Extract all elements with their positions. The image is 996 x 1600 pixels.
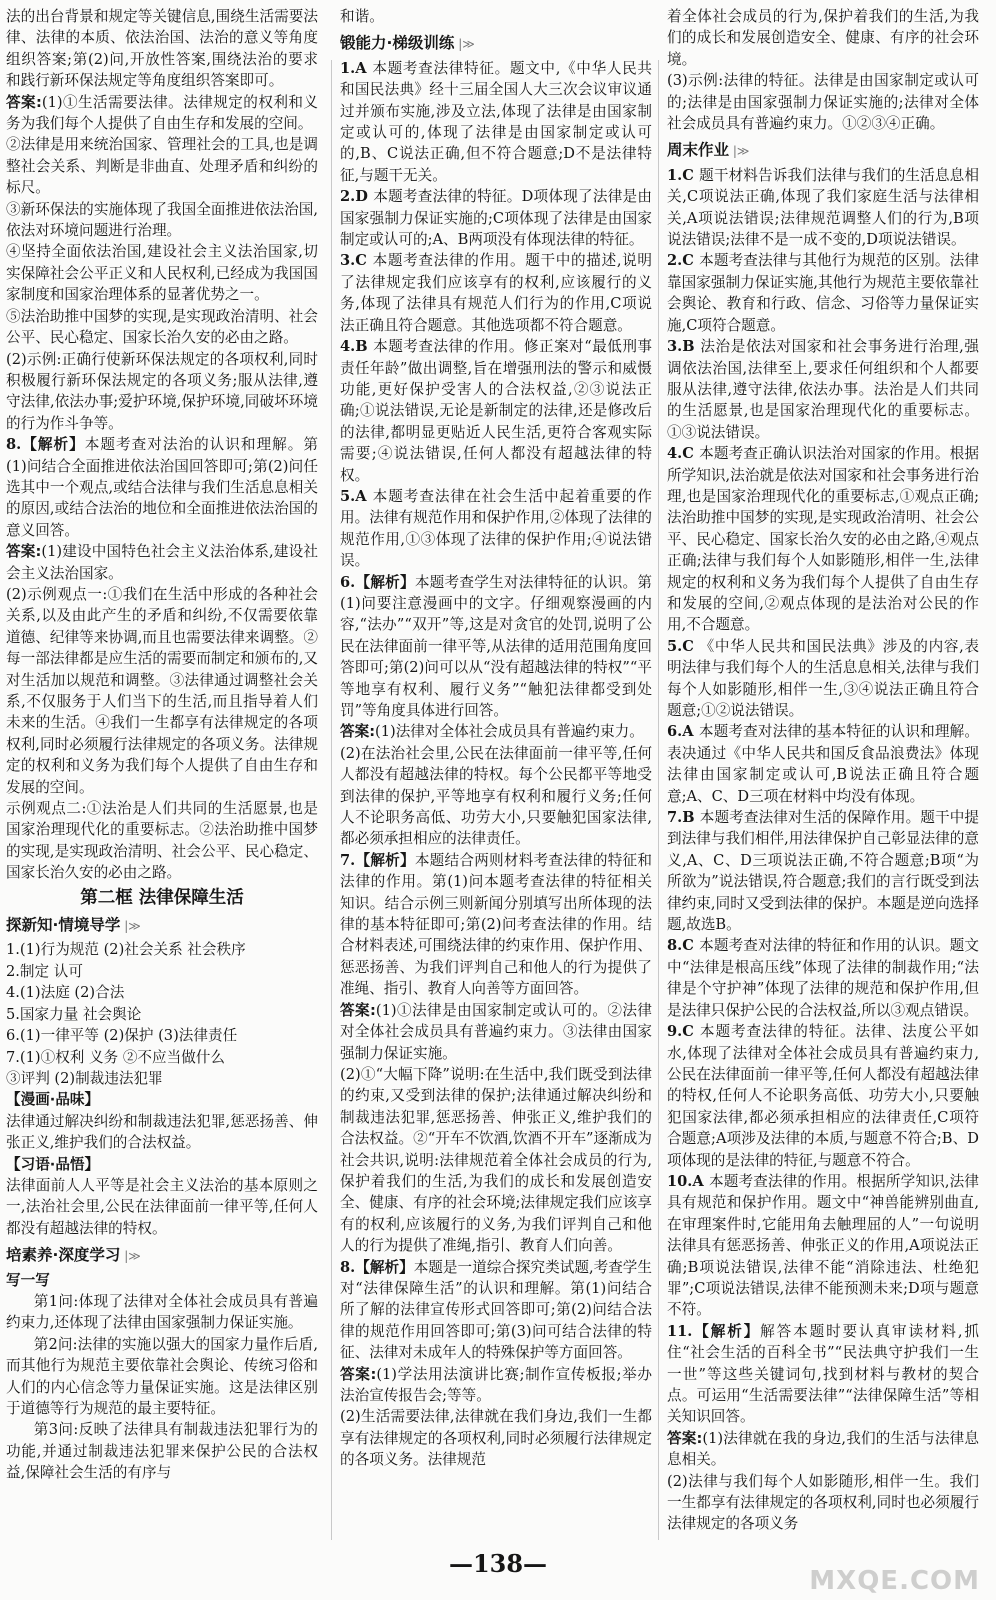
question-number: 3. <box>340 252 356 270</box>
question-number: 4. <box>340 338 356 356</box>
answer-label: 【习语·品悟】 <box>6 1155 100 1173</box>
answer-text: (1)法律对全体社会成员具有普遍约束力。 <box>375 723 644 741</box>
answer-paragraph <box>6 241 318 305</box>
answer-paragraph <box>340 58 652 186</box>
answer-paragraph <box>340 1364 652 1407</box>
question-number: 7. <box>340 851 356 869</box>
answer-text: ⑤法治助推中国梦的实现,是实现政治清明、社会公平、民心稳定、国家长治久安的必由之路。 <box>6 307 318 347</box>
answer-paragraph <box>667 250 979 336</box>
question-number: 6. <box>667 723 683 741</box>
answer-paragraph <box>667 336 979 443</box>
answer-paragraph <box>667 6 979 70</box>
answer-text: 第2问:法律的实施以强大的国家力量作后盾,而其他行为规范主要依靠社会舆论、传统习俗和人们的内心信念等力量保证实施。这是法律区别于道德等行为规范的最主要特征。 <box>6 1335 318 1417</box>
answer-label: 【解析】 <box>692 1322 761 1340</box>
answer-text: 着全体社会成员的行为,保护着我们的生活,为我们的成长和发展创造安全、健康、有序的社会环境。 <box>667 8 979 68</box>
answer-text: 本题考查对法律的基本特征的认识和理解。表决通过《中华人民共和国反食品浪费法》体现法律由国家制定或认可,B说法正确且符合题意;A、C、D三项在材料中均没有体现。 <box>667 723 979 805</box>
answer-text: (2)①“大幅下降”说明:在生活中,我们既受到法律的约束,又受到法律的保护;法律通过解决纠纷和制裁违法犯罪,惩恶扬善、伸张正义,维护我们的合法权益。②“开车不饮酒,饮酒不开车”逐渐成为社会共识,说明:法律规范着全体社会成员的行为,保护着我们的生活,为我们的成长和发展创造安全、健康、有序的社会环境;法律规定我们应该享有的权利,应该履行的义务,为我们评判自己和他人的行为提供了准绳,指引、教育人们向善。 <box>340 1065 652 1255</box>
answer-text: 本题考查法律对生活的保障作用。题干中提到法律与我们相伴,用法律保护自己彰显法律的意义,A、C、D三项说法正确,不符合题意;B项“为所欲为”说法错误,符合题意;我们的言行既受到法律约束,同时又受到法律的保护。本题是逆向选择题,故选B。 <box>667 809 979 934</box>
answer-choice: B <box>682 338 701 356</box>
answer-paragraph <box>667 721 979 807</box>
answer-text: 本题是一道综合探究类试题,考查学生对“法律保障生活”的认识和理解。第(1)问结合所了解的法律宣传形式回答即可;第(2)问结合法律的规范作用回答即可;第(3)问可结合法律的特征、法律对未成年人的特殊保护等方面回答。 <box>340 1258 652 1362</box>
answer-label: 答案: <box>340 1001 376 1019</box>
answer-text: 7.(1)①权利 义务 ②不应当做什么 <box>6 1048 225 1066</box>
answer-text: 法律面前人人平等是社会主义法治的基本原则之一,法治社会里,公民在法律面前一律平等,任何人都没有超越法律的特权。 <box>6 1176 318 1237</box>
answer-text: 法律通过解决纠纷和制裁违法犯罪,惩恶扬善、伸张正义,维护我们的合法权益。 <box>6 1112 318 1152</box>
question-number: 8. <box>340 1258 356 1276</box>
answer-label: 答案: <box>340 723 376 741</box>
answer-paragraph <box>667 1428 979 1471</box>
answer-label: 答案: <box>340 1365 377 1383</box>
answer-choice: C <box>682 637 700 655</box>
answer-paragraph <box>6 92 318 135</box>
answer-text: 本题考查法律的作用。修正案对“最低刑事责任年龄”做出调整,旨在增强刑法的警示和威慑功能,更好保护受害人的合法权益,②③说法正确;①说法错误,无论是新制定的法律,还是修改后的法律,都明显更贴近人民生活,更符合客观实际需要;④说法错误,任何人都没有超越法律的特权。 <box>340 338 652 484</box>
answer-text: (3)示例:法律的特征。法律是由国家制定或认可的;法律是由国家强制力保证实施的;法律对全体社会成员具有普遍约束力。①②③④正确。 <box>667 72 979 133</box>
answer-paragraph <box>667 1471 979 1535</box>
question-number: 7. <box>667 809 683 827</box>
answer-text: 法治是依法对国家和社会事务进行治理,强调依法治国,法律至上,要求任何组织和个人都要服从法律,遵守法律,依法办事。法治是人们共同的生活愿景,也是国家治理现代化的重要标志。①③说法错误。 <box>667 338 980 441</box>
answer-paragraph <box>340 850 652 1000</box>
answer-paragraph <box>340 721 652 742</box>
answer-text: 本题考查法律的作用。根据所学知识,法律具有规范和保护作用。题文中“神兽能辨别曲直,在审理案件时,它能用角去触理屈的人”一句说明法律具有惩恶扬善、伸张正义的作用,A项说法正确;B项说法错误,法律不能“消除违法、杜绝犯罪”;C项说法错误,法律不能预测未来;D项与题意不符。 <box>667 1172 980 1319</box>
answer-text: 本题考查法律的特征。法律、法度公平如水,体现了法律对全体社会成员具有普遍约束力,公民在法律面前一律平等,任何人都没有超越法律的特权,任何人不论职务高低、功劳大小,只要触犯国家法律,都必须承担相应的法律责任,C项符合题意;A项涉及法律的本质,与题意不符合;B、D项体现的是法律的特征,与题意不符合。 <box>667 1023 979 1169</box>
answer-paragraph <box>667 70 979 134</box>
answer-choice: A <box>692 1172 709 1190</box>
answer-paragraph <box>6 434 318 541</box>
answer-paragraph <box>340 486 652 572</box>
answer-choice: C <box>682 252 700 270</box>
answer-choice: C <box>355 252 373 270</box>
answer-paragraph <box>6 1419 318 1483</box>
chevron-right-icon: |≫ <box>120 919 141 934</box>
answer-choice: C <box>682 166 700 184</box>
answer-label: 【解析】 <box>355 573 415 591</box>
answer-paragraph <box>667 1171 979 1321</box>
answer-text: 本题考查法律的作用。题干中的描述,说明了法律规定我们应该享有的权利,应该履行的义务,体现了法律具有规范人们行为的作用,C项说法正确且符合题意。其他选项都不符合题意。 <box>340 252 653 334</box>
question-number: 8. <box>667 937 683 955</box>
answer-choice: A <box>682 723 699 741</box>
question-number: 4. <box>667 445 683 463</box>
question-number: 3. <box>667 338 683 356</box>
answer-text: 第1问:体现了法律对全体社会成员具有普遍约束力,还体现了法律由国家强制力保证实施。 <box>6 1292 318 1332</box>
watermark-logo: MXQE.COM <box>809 1566 980 1596</box>
question-number: 6. <box>340 573 356 591</box>
question-number: 9. <box>667 1023 683 1041</box>
chevron-right-icon: |≫ <box>120 1249 141 1264</box>
answer-text: 本题考查对法律的特征和作用的认识。题文中“法律是根高压线”体现了法律的制裁作用;“法律是个守护神”体现了法律的规范和保护作用,但是法律只保护公民的合法权益,所以③观点错误。 <box>667 937 979 1019</box>
answer-paragraph <box>6 1154 318 1175</box>
answer-label: 【解析】 <box>21 436 85 454</box>
page-number: —138— <box>448 1549 548 1578</box>
answer-paragraph <box>6 541 318 584</box>
answer-text: 题干材料告诉我们法律与我们的生活息息相关,C项说法正确,体现了我们家庭生活与法律相关,A项说法错误;法律规范调整人们的行为,B项说法错误;法律不是一成不变的,D项说法错误。 <box>667 166 979 249</box>
answer-paragraph <box>667 636 979 722</box>
question-number: 5. <box>340 487 356 505</box>
answer-paragraph <box>340 250 652 336</box>
answer-paragraph <box>6 1334 318 1420</box>
answer-text: (2)在法治社会里,公民在法律面前一律平等,任何人都没有超越法律的特权。每个公民都平等地受到法律的保护,平等地享有权利和履行义务;任何人不论职务高低、功劳大小,只要触犯国家法律,都必须承担相应的法律责任。 <box>340 744 652 848</box>
answer-text: 本题考查法律的特征。D项体现了法律是由国家强制力保证实施的;C项体现了法律是由国家制定或认可的;A、B两项没有体现法律的特征。 <box>340 188 652 249</box>
question-number: 2. <box>667 252 683 270</box>
section-heading <box>6 915 318 937</box>
answer-text: 1.(1)行为规范 (2)社会关系 社会秩序 <box>6 941 246 959</box>
answer-text: 2.制定 认可 <box>6 962 83 980</box>
answer-paragraph <box>6 1047 318 1068</box>
answer-paragraph <box>340 186 652 250</box>
answer-text: 本题考查法律与其他行为规范的区别。法律靠国家强制力保证实施,其他行为规范主要依靠社会舆论、教育和行政、信念、习俗等力量保证实施,C项符合题意。 <box>667 252 979 334</box>
answer-paragraph <box>6 982 318 1003</box>
answer-paragraph <box>6 349 318 435</box>
answer-text: 第3问:反映了法律具有制裁违法犯罪行为的功能,并通过制裁违法犯罪来保护公民的合法权益,保障社会生活的有序与 <box>6 1421 318 1482</box>
section-heading <box>6 1245 318 1267</box>
answer-label: 答案: <box>667 1429 703 1447</box>
chevron-right-icon: |≫ <box>454 37 475 52</box>
answer-paragraph <box>6 798 318 884</box>
answer-text: (1)学法用法演讲比赛;制作宣传板报;举办法治宣传报告会;等等。 <box>340 1365 652 1404</box>
answer-paragraph <box>6 939 318 960</box>
answer-paragraph <box>6 1175 318 1239</box>
chevron-right-icon: |≫ <box>729 144 750 159</box>
answer-text: 4.(1)法庭 (2)合法 <box>6 984 125 1002</box>
answer-label: 【解析】 <box>355 851 415 869</box>
answer-choice: A <box>355 59 373 77</box>
section-heading <box>667 140 979 162</box>
answer-text: 本题考查学生对法律特征的认识。第(1)问要注意漫画中的文字。仔细观察漫画的内容,“法办”“双开”等,这是对贪官的处罚,说明了公民在法律面前一律平等,从法律的适用范围角度回答即可;第(2)问可以从“没有超越法律的特权”“平等地享有权利、履行义务”“触犯法律都受到处罚”等角度具体进行回答。 <box>340 573 652 719</box>
answer-paragraph <box>667 165 979 251</box>
question-number: 1. <box>340 59 356 77</box>
answer-paragraph <box>6 199 318 242</box>
answer-text: 6.(1)一律平等 (2)保护 (3)法律责任 <box>6 1027 238 1045</box>
answer-text: (2)示例:正确行使新环保法规定的各项权利,同时积极履行新环保法规定的各项义务;服从法律,遵守法律,依法办事;爱护环境,保护环境,同破坏环境的行为作斗争等。 <box>6 350 318 432</box>
answer-text: 法的出台背景和规定等关键信息,围绕生活需要法律、法律的本质、依法治国、法治的意义等角度组织答案;第(2)问,开放性答案,围绕法治的要求和践行新环保法规定等角度组织答案即可。 <box>6 8 318 90</box>
answer-text: 5.国家力量 社会舆论 <box>6 1005 142 1023</box>
answer-choice: B <box>355 338 374 356</box>
section-heading-text: 培素养·深度学习 <box>6 1246 121 1265</box>
answer-text: ③评判 (2)制裁违法犯罪 <box>6 1069 163 1087</box>
answer-choice: C <box>682 1023 700 1041</box>
section-title: 第二框 法律保障生活 <box>80 887 244 908</box>
question-number: 11. <box>667 1322 693 1340</box>
question-number: 2. <box>340 188 356 206</box>
answer-text: 《中华人民共和国民法典》涉及的内容,表明法律与我们每个人的生活息息相关,法律与我们每个人如影随形,相伴一生,③④说法正确且符合题意;①②说法错误。 <box>667 637 980 719</box>
answer-choice: C <box>682 445 700 463</box>
answer-label: 答案: <box>6 93 42 111</box>
column-right <box>667 6 979 1535</box>
column-middle <box>340 6 652 1471</box>
answer-paragraph <box>340 1406 652 1470</box>
answer-text: ③新环保法的实施体现了我国全面推进依法治国,依法对环境问题进行治理。 <box>6 200 318 240</box>
answer-text: (2)生活需要法律,法律就在我们身边,我们一生都享有法律规定的各项权利,同时必须履行法律规定的各项义务。法律规范 <box>340 1408 652 1469</box>
answer-paragraph <box>667 935 979 1021</box>
answer-paragraph <box>667 1321 979 1428</box>
answer-paragraph <box>6 1291 318 1334</box>
answer-choice: D <box>355 188 374 206</box>
answer-paragraph <box>6 1068 318 1089</box>
answer-paragraph <box>667 1021 979 1171</box>
answer-paragraph <box>340 1000 652 1064</box>
answer-label: 写一写 <box>6 1271 50 1289</box>
answer-text: 本题结合两则材料考查法律的特征和法律的作用。第(1)问本题考查法律的特征相关知识。结合示例三则新闻分别填写出所体现的法律的基本特征即可;第(2)问考查法律的作用。结合材料表述,可围绕法律的约束作用、保护作用、惩恶扬善、为我们评判自己和他人的行为提供了准绳、指引、教育人向善等方面回答。 <box>340 851 652 998</box>
answer-paragraph <box>6 961 318 982</box>
section-heading-text: 探新知·情境导学 <box>6 916 121 935</box>
answer-choice: B <box>682 809 700 827</box>
answer-paragraph <box>6 1089 318 1110</box>
answer-paragraph <box>6 1111 318 1154</box>
column-left <box>6 6 318 1484</box>
column-divider <box>331 60 332 1540</box>
answer-text: (2)法律与我们每个人如影随形,相伴一生。我们一生都享有法律规定的各项权利,同时也必须履行法律规定的各项义务 <box>667 1472 979 1533</box>
answer-paragraph <box>6 584 318 798</box>
answer-choice: C <box>682 937 700 955</box>
question-number: 8. <box>6 436 22 454</box>
answer-text: ④坚持全面依法治国,建设社会主义法治国家,切实保障社会公平正义和人民权利,已经成为我国国家制度和国家治理体系的显著优势之一。 <box>6 243 318 304</box>
answer-text: 和谐。 <box>340 8 384 25</box>
question-number: 1. <box>667 166 683 184</box>
section-heading <box>340 33 652 55</box>
answer-text: (1)①法律是由国家制定或认可的。②法律对全体社会成员具有普遍约束力。③法律由国家强制力保证实施。 <box>340 1001 652 1062</box>
answer-text: 示例观点二:①法治是人们共同的生活愿景,也是国家治理现代化的重要标志。②法治助推中国梦的实现,是实现政治清明、社会公平、民心稳定、国家长治久安的必由之路。 <box>6 800 318 882</box>
section-heading-text: 锻能力·梯级训练 <box>340 34 455 53</box>
answer-label: 【解析】 <box>355 1258 414 1276</box>
answer-paragraph <box>340 1257 652 1364</box>
answer-choice: A <box>355 487 373 505</box>
answer-paragraph <box>6 1025 318 1046</box>
answer-text: ②法律是用来统治国家、管理社会的工具,也是调整社会关系、判断是非曲直、处理矛盾和纠纷的标尺。 <box>6 136 318 197</box>
answer-text: (1)①生活需要法律。法律规定的权利和义务为我们每个人提供了自由生存和发展的空间。 <box>6 93 318 133</box>
answer-paragraph <box>340 1064 652 1257</box>
answer-paragraph <box>6 1270 318 1291</box>
answer-label: 答案: <box>6 543 42 561</box>
answer-paragraph <box>340 6 652 27</box>
question-number: 10. <box>667 1172 693 1190</box>
answer-paragraph <box>340 336 652 486</box>
answer-paragraph <box>340 743 652 850</box>
answer-paragraph <box>6 134 318 198</box>
section-heading-text: 周末作业 <box>667 141 730 160</box>
answer-paragraph <box>6 306 318 349</box>
answer-paragraph <box>6 6 318 92</box>
answer-label: 【漫画·品味】 <box>6 1091 100 1109</box>
answer-text: (1)建设中国特色社会主义法治体系,建设社会主义法治国家。 <box>6 543 318 582</box>
answer-paragraph <box>6 1004 318 1025</box>
answer-text: 本题考查正确认识法治对国家的作用。根据所学知识,法治就是依法对国家和社会事务进行治理,也是国家治理现代化的重要标志,①观点正确;法治助推中国梦的实现,是实现政治清明、社会公平、民心稳定、国家长治久安的必由之路,④观点正确;法律与我们每个人如影随形,相伴一生,法律规定的权利和义务为我们每个人提供了自由生存和发展的空间,②观点体现的是法治对公民的作用,不合题意。 <box>667 445 979 634</box>
answer-paragraph <box>340 572 652 722</box>
answer-paragraph <box>667 807 979 935</box>
answer-text: 本题考查法律在社会生活中起着重要的作用。法律有规范作用和保护作用,②体现了法律的规范作用,①③体现了法律的保护作用;④说法错误。 <box>340 487 652 570</box>
question-number: 5. <box>667 637 683 655</box>
column-divider <box>658 60 659 1540</box>
answer-text: 解答本题时要认真审读材料,抓住“社会生活的百科全书”“民法典守护我们一生一世”等这些关键词句,找到材料与教材的契合点。可运用“生活需要法律”“法律保障生活”等相关知识回答。 <box>667 1322 979 1426</box>
answer-text: 本题考查法律特征。题文中,《中华人民共和国民法典》经十三届全国人大三次会议审议通过并颁布实施,涉及立法,体现了法律是由国家制定或认可的,体现了法律是由国家制定或认可的,B、C说法正确,但不符合题意;D不是法律特征,与题干无关。 <box>340 59 653 184</box>
answer-text: 本题考查对法治的认识和理解。第(1)问结合全面推进依法治国回答即可;第(2)问任选其中一个观点,或结合法律与我们生活息息相关的原因,或结合法治的地位和全面推进依法治国的意义回答。 <box>6 436 318 539</box>
answer-paragraph <box>667 443 979 636</box>
answer-text: (2)示例观点一:①我们在生活中形成的各种社会关系,以及由此产生的矛盾和纠纷,不仅需要依靠道德、纪律等来协调,而且也需要法律来调整。②每一部法律都是应生活的需要而制定和颁布的,又对生活加以规范和调整。③法律通过调整社会关系,不仅服务于人们当下的生活,而且指导着人们未来的生活。④我们一生都享有法律规定的各项权利,同时必须履行法律规定的各项义务。法律规定的权利和义务为我们每个人提供了自由生存和发展的空间。 <box>6 585 318 796</box>
answer-text: (1)法律就在我的身边,我们的生活与法律息息相关。 <box>667 1429 979 1469</box>
